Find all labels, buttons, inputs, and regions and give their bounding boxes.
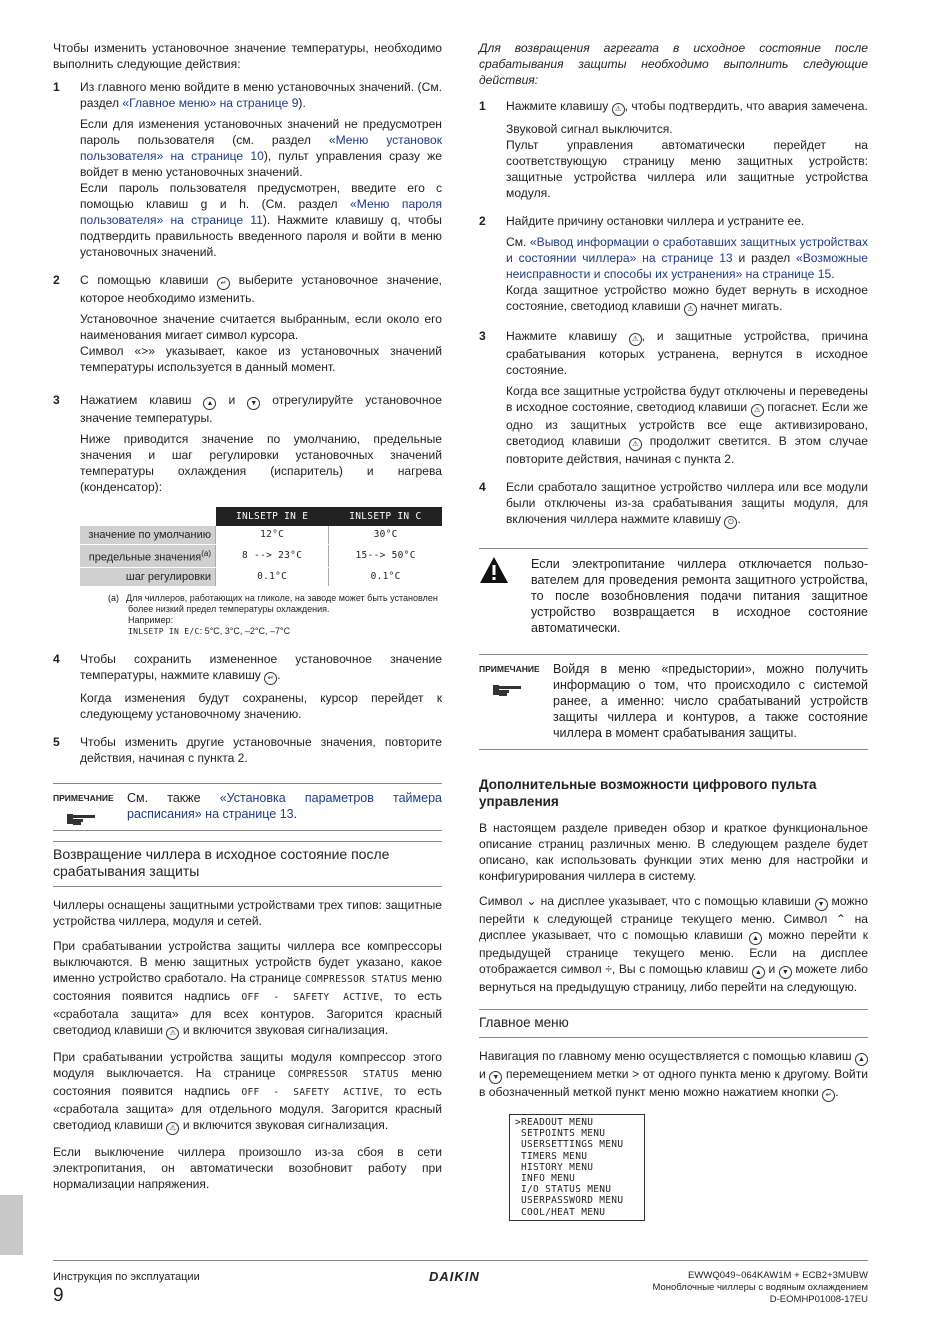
step-number: 1: [479, 99, 486, 113]
note-tag: ПРИМЕЧАНИЕ: [53, 792, 114, 803]
step-3: 3 Нажатием клавиш ▲ и ▼ отрегулируйте установочное значение температуры. Ниже приводится значение по умолчанию, предельные значения и шаг регулировки установочных значений температуры охлаждения (испаритель) и нагрева (конденсатор):: [53, 392, 442, 500]
up-key-icon: ▲: [749, 932, 762, 945]
step-1: 1 Из главного меню войдите в меню установочных значений. (См. раздел «Главное меню» на странице 9). Если для изменения установочных значений не предусмотрен пароль пользователя (см. раздел «Меню установок пользователя» на странице 10), пульт управления сразу же войдет в меню установочных значений. Если пароль пользователя предусмотрен, введите его с помощью клавиш g и h. (См. раздел «Меню пароля пользователя» на странице 11). Нажмите клавишу q, чтобы подтвердить правильность введенного пароля и войти в меню установочных значений.: [53, 79, 442, 265]
table-row: шаг регулировки 0.1°C 0.1°C: [80, 567, 442, 586]
table-row: предельные значения$^{(a)}$ 8 --> 23°C 15--> 50°C: [80, 545, 442, 568]
link-troubleshooting[interactable]: «Возможные неисправности и способы их устранения» на странице 15: [506, 251, 868, 281]
section-title-reset: Возвращение чиллера в исходное состояние после срабатывания защиты: [53, 841, 442, 887]
up-key-icon: ▲: [855, 1053, 868, 1066]
enter-key-icon: ↵: [822, 1089, 835, 1102]
right-column: [479, 40, 868, 1221]
alarm-key-icon: ⚠: [612, 103, 625, 116]
lcd-line: TIMERS MENU: [515, 1150, 588, 1162]
warning-text: Если электропитание чиллера отключается пользо-вателем для проведения ремонта защитного устройства, то после возобновления подачи питания защитное устройство возвращается в исходное состояние автоматически.: [531, 557, 868, 635]
link-main-menu[interactable]: «Главное меню» на странице 9: [122, 96, 299, 110]
link-safety-info[interactable]: «Вывод информации о сработавших защитных устройствах и состоянии чиллера» на странице 13: [506, 235, 868, 265]
enter-key-icon: ↵: [217, 277, 230, 290]
section-title-extra: Дополнительные возможности цифрового пульта управления: [479, 777, 817, 809]
step-number: 2: [479, 214, 486, 228]
step-number: 2: [53, 273, 60, 287]
up-arrow-symbol-icon: ⌃: [835, 912, 846, 926]
page-footer: [53, 1260, 868, 1331]
step-number: 3: [53, 393, 60, 407]
model-info: EWWQ049~064KAW1M + ECB2+3MUBW Моноблочные чиллеры с водяным охлаждением D-EOMHP01008-17EU: [652, 1270, 868, 1305]
alarm-key-icon: ⚠: [629, 333, 642, 346]
lcd-line: HISTORY MENU: [515, 1161, 594, 1173]
table-header: INLSETP IN C: [329, 507, 442, 526]
lcd-line: COOL/HEAT MENU: [515, 1206, 606, 1218]
up-key-icon: ▲: [752, 966, 765, 979]
lcd-line: USERPASSWORD MENU: [515, 1195, 624, 1207]
reset-intro: Для возвращения агрегата в исходное состояние после срабатывания защиты необходимо выполнить следующие действия:: [479, 41, 868, 87]
lcd-line: USERSETTINGS MENU: [515, 1139, 624, 1151]
note-history: ПРИМЕЧАНИЕ Войдя в меню «предыстории», можно получить информацию о том, что происходило с системой ранее, а именно: число срабатываний устройств защиты чиллера и контуров, а также состояние чиллера в момент срабатывания защиты.: [479, 654, 868, 750]
link-user-settings-menu[interactable]: «Меню установок пользователя» на странице 10: [80, 133, 443, 163]
link-user-password-menu[interactable]: «Меню пароля пользователя» на странице 11: [80, 197, 442, 227]
step-2: 2 Найдите причину остановки чиллера и устраните ее. См. «Вывод информации о сработавших защитных устройствах и состоянии чиллера» на странице 13 и раздел «Возможные неисправности и способы их устранения» на странице 15. Когда защитное устройство можно будет вернуть в исходное состояние, светодиод клавиши ⚠ начнет мигать.: [479, 213, 868, 321]
paragraph: Чиллеры оснащены защитными устройствами трех типов: защитные устройства чиллера, модуля и сетей.: [53, 897, 442, 928]
power-key-icon: ⏻: [724, 516, 737, 529]
lcd-line: SETPOINTS MENU: [515, 1128, 606, 1140]
down-key-icon: ▼: [815, 898, 828, 911]
step-number: 5: [53, 734, 60, 749]
down-key-icon: ▼: [779, 966, 792, 979]
setpoint-intro: Чтобы изменить установочное значение температуры, необходимо выполнить следующие действия:: [53, 41, 442, 71]
table-row: значение по умолчанию 12°C 30°C: [80, 526, 442, 545]
lcd-line: >READOUT MENU: [515, 1117, 594, 1128]
warning-box: [479, 548, 868, 636]
paragraph: Если выключение чиллера произошло из-за сбоя в сети электропитания, он автоматически возобновит работу при нормализации напряжения.: [53, 1144, 442, 1191]
step-number: 3: [479, 329, 486, 343]
left-column: [53, 40, 442, 1199]
alarm-key-icon: ⚠: [166, 1122, 179, 1135]
step-number: 1: [53, 80, 60, 94]
down-key-icon: ▼: [489, 1071, 502, 1084]
step-5: 5 Чтобы изменить другие установочные значения, повторите действия, начиная с пункта 2.: [53, 734, 442, 771]
lcd-line: I/O STATUS MENU: [515, 1184, 612, 1196]
page-number: 9: [53, 1285, 64, 1306]
table-footnote: (a) Для чиллеров, работающих на гликоле, на заводе может быть установлен более низкий предел температуры охлаждения. Например: INLSETP IN E/C: 5°C, 3°C, –2°C, –7°C: [108, 592, 438, 636]
down-arrow-symbol-icon: ⌄: [526, 894, 537, 908]
subsection-title-main-menu: Главное меню: [479, 1009, 868, 1038]
step-4: 4 Если сработало защитное устройство чиллера или все модули были отключены из-за срабатывания защиты модуля, для включения чиллера нажмите клавишу ⏻ .: [479, 479, 868, 534]
step-number: 4: [53, 651, 60, 666]
alarm-key-icon: ⚠: [166, 1027, 179, 1040]
page-edge-tab: [0, 1195, 23, 1255]
paragraph: Навигация по главному меню осуществляется с помощью клавиш ▲ и ▼ перемещением метки > от одного пункта меню к другому. Войти в обозначенный меткой пункт меню можно нажатием кнопки ↵ .: [479, 1048, 868, 1102]
lcd-line: INFO MENU: [515, 1173, 576, 1185]
step-3: 3 Нажмите клавишу ⚠ , и защитные устройства, причина срабатывания которых устранена, вернутся в исходное состояние. Когда все защитные устройства будут отключены и переведены в исходное состояние, светодиод клавиши ⚠ погаснет. Если же одно из защитных устройств все еще активизировано, светодиод клавиши ⚠ продолжит светится. В этом случае повторите действия, начиная с пункта 2.: [479, 328, 868, 472]
step-2: 2 С помощью клавиши ↵ выберите установочное значение, которое необходимо изменить. Установочное значение считается выбранным, если около его наименования мигает символ курсора. Символ «>» указывает, какое из установочных значений температуры используется в данный момент.: [53, 272, 442, 380]
warning-icon: [479, 556, 509, 584]
setpoint-table: [80, 507, 442, 587]
table-header: INLSETP IN E: [216, 507, 329, 526]
up-key-icon: ▲: [203, 397, 216, 410]
enter-key-icon: ↵: [264, 672, 277, 685]
step-number: 4: [479, 480, 486, 494]
paragraph: При срабатывании устройства защиты чиллера все компрессоры выключаются. В меню защитных устройств будет указано, какое именно устройство сработало. На странице COMPRESSOR STATUS меню состояния появится надпись OFF - SAFETY ACTIVE, то есть «сработала защита» для всех контуров. Загорится красный светодиод клавиши ⚠ и включится звуковая сигнализация.: [53, 938, 442, 1040]
paragraph: В настоящем разделе приведен обзор и краткое функциональное описание страниц различных меню. В следующем разделе будет описано, как использовать функции этих меню для настройки и конфигурирования чиллера в систему.: [479, 821, 868, 883]
brand-logo: DAIKIN: [429, 1269, 480, 1284]
paragraph: При срабатывании устройства защиты модуля компрессор этого модуля выключается. На странице COMPRESSOR STATUS меню состояния появится надпись OFF - SAFETY ACTIVE, то есть «сработала защита» для отдельного модуля. Загорится красный светодиод клавиши ⚠ и включится звуковая сигнализация.: [53, 1049, 442, 1135]
updown-symbol-icon: ÷: [605, 962, 612, 976]
manual-title: Инструкция по эксплуатации: [53, 1271, 200, 1283]
step-1: 1 Нажмите клавишу ⚠ , чтобы подтвердить, что авария замечена. Звуковой сигнал выключится. Пульт управления автоматически перейдет на соответствующую страницу меню защитных устройств: защитные устройства чиллера или защитные устройства модуля.: [479, 98, 868, 206]
down-key-icon: ▼: [247, 397, 260, 410]
step-4: 4 Чтобы сохранить измененное установочное значение температуры, нажмите клавишу ↵ . Когда изменения будут сохранены, курсор перейдет к следующему установочному значению.: [53, 651, 442, 727]
pointing-hand-icon: [67, 812, 97, 826]
alarm-key-icon: ⚠: [629, 438, 642, 451]
paragraph: Символ ⌄ на дисплее указывает, что с помощью клавиши ▼ можно перейти к следующей странице текущего меню. Символ ⌃ на дисплее указывает, что с помощью клавиши ▲ можно перейти к предыдущей странице текущего меню. Если на дисплее отображается символ ÷, Вы с помощью клавиш ▲ и ▼ можете либо вернуться на предыдущую страницу, либо перейти на следующую.: [479, 894, 868, 994]
pointing-hand-icon: [493, 683, 523, 697]
note-timer: ПРИМЕЧАНИЕ См. также «Установка параметров таймера расписания» на странице 13.: [53, 783, 442, 831]
lcd-main-menu: [509, 1114, 645, 1221]
alarm-key-icon: ⚠: [684, 303, 697, 316]
note-tag: ПРИМЕЧАНИЕ: [479, 664, 540, 674]
link-timer-settings[interactable]: «Установка параметров таймера расписания» на странице 13: [127, 790, 442, 821]
alarm-key-icon: ⚠: [751, 404, 764, 417]
